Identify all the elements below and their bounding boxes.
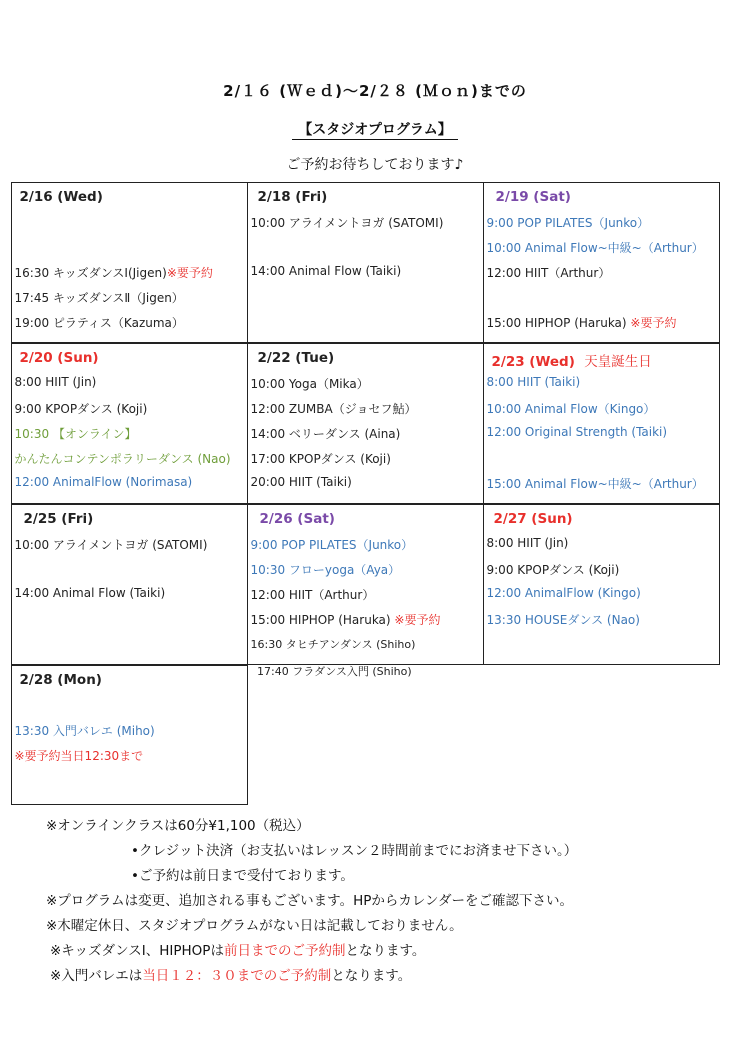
class-entry: 16:30 キッズダンスⅠ(Jigen)※要予約 <box>14 265 213 280</box>
class-entry: 17:40 フラダンス入門 (Shiho) <box>257 665 412 678</box>
class-entry: 10:00 アライメントヨガ (SATOMI) <box>250 215 444 230</box>
reservation-note: ※要予約当日12:30まで <box>14 748 144 763</box>
reservation-note: ※要予約 <box>166 265 213 280</box>
schedule-row <box>11 504 723 665</box>
class-entry: 9:00 POP PILATES（Junko） <box>486 215 650 230</box>
reservation-note: ※要予約 <box>394 612 441 627</box>
note-closed-day: ※木曜定休日、スタジオプログラムがない日は記載しておりません。 <box>46 918 463 934</box>
day-header: 2/19 (Sat) <box>495 188 571 205</box>
note-online-price: ※オンラインクラスは60分¥1,100（税込） <box>46 818 310 834</box>
schedule-grid <box>11 182 723 805</box>
day-cell-0222 <box>247 343 484 504</box>
class-entry: 13:30 入門バレエ (Miho) <box>14 723 155 738</box>
class-entry: 12:00 ZUMBA（ジョセフ鮎） <box>250 401 417 416</box>
note-kids-hiphop: ※キッズダンスⅠ、HIPHOPは前日までのご予約制となります。 <box>50 943 426 959</box>
day-header: 2/22 (Tue) <box>257 349 335 366</box>
class-entry: 9:00 KPOPダンス (Koji) <box>486 562 620 577</box>
greeting-text: ご予約お待ちしております♪ <box>286 157 464 173</box>
note-credit: •クレジット決済（お支払いはレッスン２時間前までにお済ませ下さい。） <box>131 843 578 859</box>
day-cell-0228 <box>11 665 248 805</box>
schedule-row <box>11 665 723 805</box>
day-cell-0227 <box>483 504 720 665</box>
holiday-label: 天皇誕生日 <box>584 353 652 370</box>
class-entry: 10:00 Animal Flow~中級~（Arthur） <box>486 240 704 255</box>
day-cell-0218 <box>247 182 484 343</box>
day-cell-0223 <box>483 343 720 504</box>
class-entry: 9:00 POP PILATES（Junko） <box>250 537 414 552</box>
class-entry: 8:00 HIIT (Jin) <box>486 535 569 550</box>
class-entry: 9:00 KPOPダンス (Koji) <box>14 401 148 416</box>
note-reservation: •ご予約は前日まで受付ております。 <box>131 868 354 884</box>
day-header: 2/23 (Wed) 天皇誕生日 <box>491 353 652 370</box>
class-entry: 17:00 KPOPダンス (Koji) <box>250 451 391 466</box>
class-entry: 12:00 HIIT（Arthur） <box>250 587 375 602</box>
class-entry: 15:00 HIPHOP (Haruka) ※要予約 <box>250 612 441 627</box>
page-subtitle: 【スタジオプログラム】 <box>0 119 750 139</box>
day-header: 2/20 (Sun) <box>19 349 99 366</box>
reservation-note: ※要予約 <box>630 315 677 330</box>
class-entry: 10:00 Animal Flow（Kingo） <box>486 401 656 416</box>
class-entry: 13:30 HOUSEダンス (Nao) <box>486 612 640 627</box>
class-entry: 15:00 Animal Flow~中級~（Arthur） <box>486 476 704 491</box>
class-entry: かんたんコンテンポラリーダンス (Nao) <box>14 451 231 466</box>
class-entry: 12:00 Original Strength (Taiki) <box>486 424 668 439</box>
day-header: 2/26 (Sat) <box>259 510 335 527</box>
class-entry: 17:45 キッズダンスⅡ（Jigen） <box>14 290 184 305</box>
page-title: 2/１６ (Ｗｅｄ)～2/２８ (Ｍｏｎ)までの <box>223 82 527 100</box>
schedule-row <box>11 182 723 343</box>
class-entry: 10:30 【オンライン】 <box>14 426 137 441</box>
day-cell-0220 <box>11 343 248 504</box>
note-ballet: ※入門バレエは当日１２：３０までのご予約制となります。 <box>50 968 412 984</box>
day-header: 2/27 (Sun) <box>493 510 573 527</box>
day-cell-0226 <box>247 504 484 665</box>
class-entry: 14:00 Animal Flow (Taiki) <box>14 585 166 600</box>
class-entry: 19:00 ピラティス（Kazuma） <box>14 315 184 330</box>
class-entry: 10:00 アライメントヨガ (SATOMI) <box>14 537 208 552</box>
day-cell-0219 <box>483 182 720 343</box>
class-entry: 10:00 Yoga（Mika） <box>250 376 369 391</box>
class-entry: 16:30 タヒチアンダンス (Shiho) <box>250 637 416 651</box>
class-entry: 10:30 フローyoga（Aya） <box>250 562 401 577</box>
day-header: 2/18 (Fri) <box>257 188 328 205</box>
class-entry: 12:00 AnimalFlow (Norimasa) <box>14 474 193 489</box>
day-cell-0225 <box>11 504 248 665</box>
class-entry: 12:00 HIIT（Arthur） <box>486 265 611 280</box>
day-cell-0216 <box>11 182 248 343</box>
note-program-change: ※プログラムは変更、追加される事もございます。HPからカレンダーをご確認下さい。 <box>46 893 574 909</box>
day-header: 2/28 (Mon) <box>19 671 102 688</box>
class-entry: 8:00 HIIT (Jin) <box>14 374 97 389</box>
class-entry: 20:00 HIIT (Taiki) <box>250 474 352 489</box>
class-entry: 12:00 AnimalFlow (Kingo) <box>486 585 641 600</box>
class-entry: 14:00 Animal Flow (Taiki) <box>250 263 402 278</box>
class-entry: 15:00 HIPHOP (Haruka) ※要予約 <box>486 315 677 330</box>
class-entry: 8:00 HIIT (Taiki) <box>486 374 581 389</box>
class-entry: 14:00 ベリーダンス (Aina) <box>250 426 401 441</box>
day-header: 2/16 (Wed) <box>19 188 103 205</box>
day-header: 2/25 (Fri) <box>23 510 94 527</box>
schedule-row <box>11 343 723 504</box>
